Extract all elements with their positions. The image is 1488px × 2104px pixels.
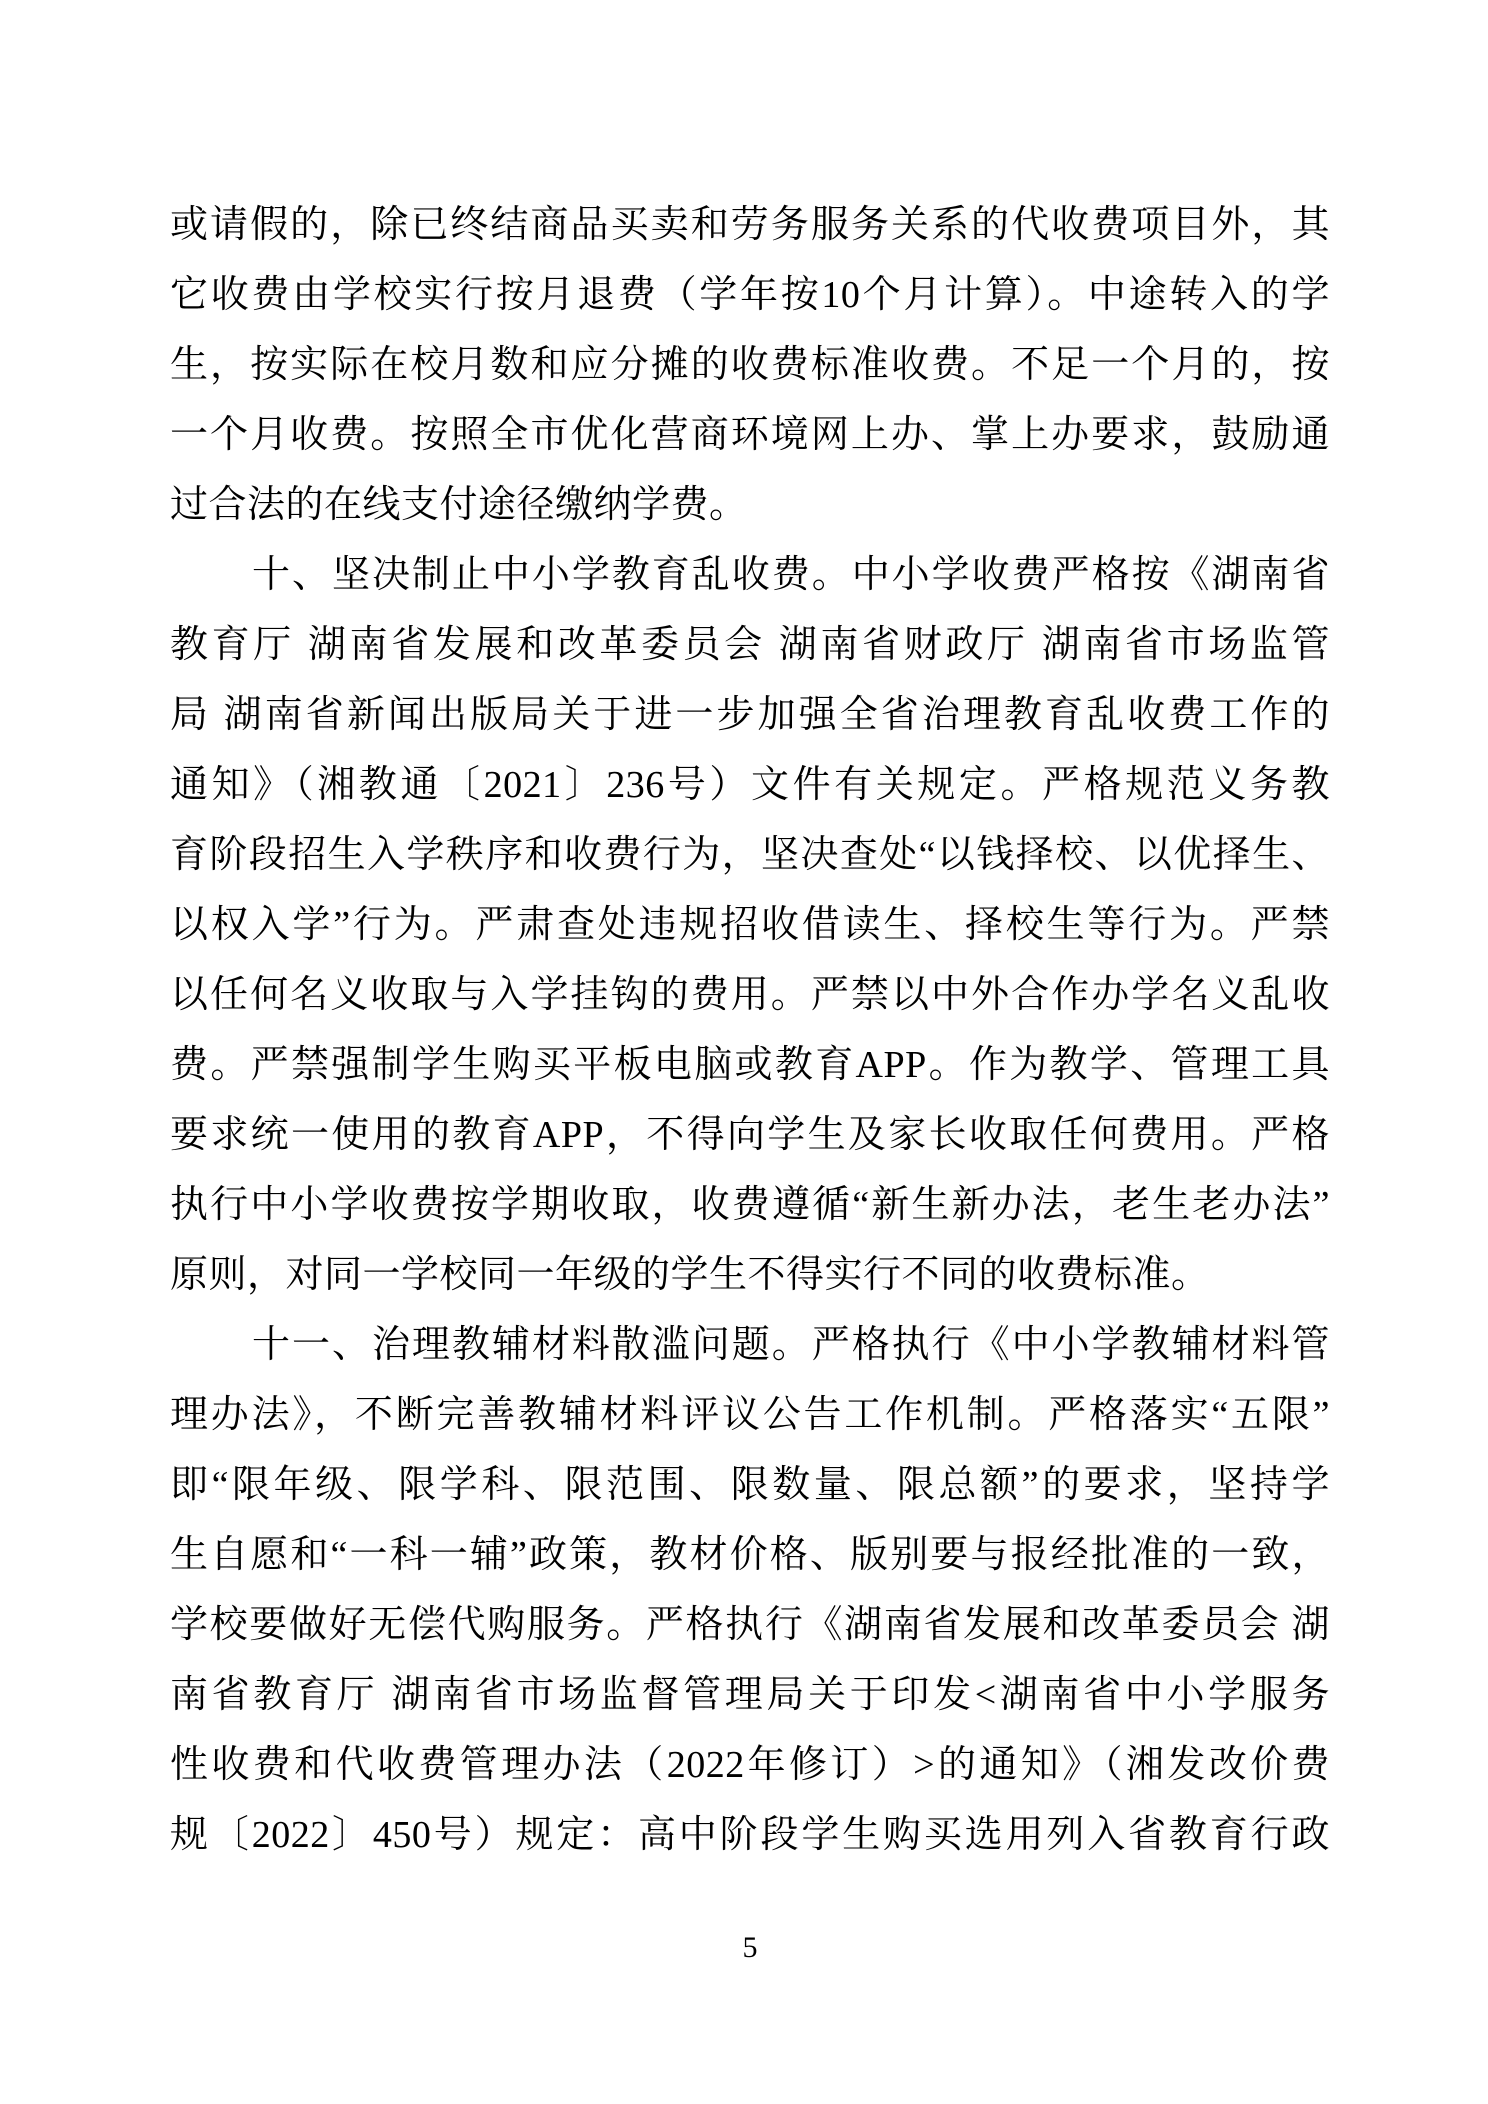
text-line: 要求统一使用的教育APP，不得向学生及家长收取任何费用。严格 [170,1114,1330,1156]
text-line: 育阶段招生入学秩序和收费行为，坚决查处“以钱择校、以优择生、 [170,834,1330,876]
text-line: 生自愿和“一科一辅”政策，教材价格、版别要与报经批准的一致， [170,1534,1330,1576]
text-line: 即“限年级、限学科、限范围、限数量、限总额”的要求，坚持学 [170,1464,1330,1506]
text-line: 十一、治理教辅材料散滥问题。严格执行《中小学教辅材料管 [252,1324,1330,1366]
text-line: 生，按实际在校月数和应分摊的收费标准收费。不足一个月的，按 [170,344,1330,386]
text-line: 费。严禁强制学生购买平板电脑或教育APP。作为教学、管理工具 [170,1044,1330,1086]
text-line: 或请假的，除已终结商品买卖和劳务服务关系的代收费项目外，其 [170,204,1330,246]
text-line: 执行中小学收费按学期收取，收费遵循“新生新办法，老生老办法” [170,1184,1330,1226]
text-line: 十、坚决制止中小学教育乱收费。中小学收费严格按《湖南省 [252,554,1330,596]
text-line: 原则，对同一学校同一年级的学生不得实行不同的收费标准。 [170,1254,1210,1296]
text-line: 理办法》，不断完善教辅材料评议公告工作机制。严格落实“五限” [170,1394,1330,1436]
text-line: 通知》（湘教通〔2021〕236号）文件有关规定。严格规范义务教 [170,764,1330,806]
text-line: 学校要做好无偿代购服务。严格执行《湖南省发展和改革委员会 湖 [170,1604,1330,1646]
text-line: 过合法的在线支付途径缴纳学费。 [170,484,748,526]
page-number: 5 [742,1931,758,1964]
paragraph-item-eleven [170,1310,1330,1870]
text-line: 以权入学”行为。严肃查处违规招收借读生、择校生等行为。严禁 [170,904,1330,946]
text-line: 一个月收费。按照全市优化营商环境网上办、掌上办要求，鼓励通 [170,414,1330,456]
text-line: 规〔2022〕450号）规定：高中阶段学生购买选用列入省教育行政 [170,1814,1330,1856]
text-line: 性收费和代收费管理办法（2022年修订）>的通知》（湘发改价费 [170,1744,1330,1786]
text-line: 它收费由学校实行按月退费（学年按10个月计算）。中途转入的学 [170,274,1330,316]
text-line: 南省教育厅 湖南省市场监督管理局关于印发<湖南省中小学服务 [170,1674,1330,1716]
document-body [170,190,1330,1870]
text-line: 局 湖南省新闻出版局关于进一步加强全省治理教育乱收费工作的 [170,694,1330,736]
paragraph-item-ten [170,540,1330,1310]
paragraph-continuation [170,190,1330,540]
text-line: 以任何名义收取与入学挂钩的费用。严禁以中外合作办学名义乱收 [170,974,1330,1016]
text-line: 教育厅 湖南省发展和改革委员会 湖南省财政厅 湖南省市场监管 [170,624,1330,666]
